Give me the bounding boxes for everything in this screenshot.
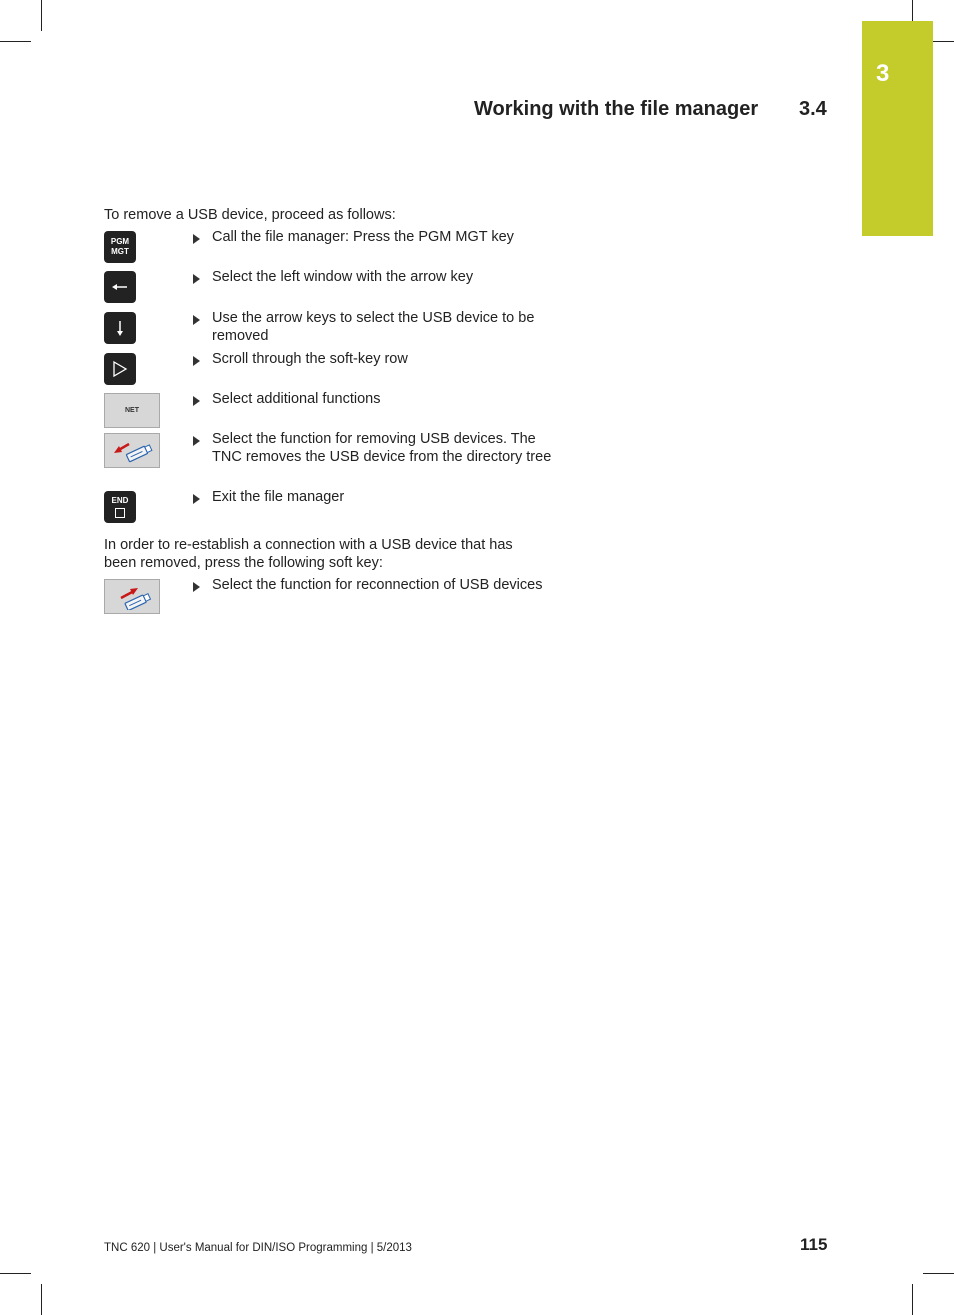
end-key-icon: END	[104, 491, 136, 523]
bullet-arrow-icon	[193, 396, 200, 406]
reconnect-paragraph: In order to re-establish a connection with a USB device that has been removed, press the following soft key:	[104, 537, 513, 571]
bullet-arrow-icon	[193, 494, 200, 504]
step-text: Exit the file manager	[212, 489, 345, 505]
step-text: Select the function for removing USB devices. The TNC removes the USB device from the directory tree	[212, 431, 552, 465]
step-text: Scroll through the soft-key row	[212, 351, 408, 367]
bullet-arrow-icon	[193, 436, 200, 446]
usb-reconnect-softkey-icon	[104, 579, 160, 614]
bullet-arrow-icon	[193, 582, 200, 592]
chapter-tab	[862, 21, 933, 236]
next-row-key-icon	[104, 353, 136, 385]
pgm-mgt-key-icon: PGM MGT	[104, 231, 136, 263]
crop-mark	[912, 1284, 913, 1315]
section-title: Working with the file manager	[474, 98, 759, 120]
bullet-arrow-icon	[193, 274, 200, 284]
crop-mark	[923, 1273, 954, 1274]
step-text: Call the file manager: Press the PGM MGT key	[212, 229, 514, 245]
bullet-arrow-icon	[193, 315, 200, 325]
arrow-left-key-icon	[104, 271, 136, 303]
footer-text: TNC 620 | User's Manual for DIN/ISO Programming | 5/2013	[104, 1242, 412, 1254]
crop-mark	[41, 0, 42, 31]
step-text: Select the left window with the arrow key	[212, 269, 474, 285]
intro-paragraph: To remove a USB device, proceed as follows:	[104, 207, 396, 223]
section-number: 3.4	[799, 98, 827, 120]
crop-mark	[41, 1284, 42, 1315]
step-text: Select additional functions	[212, 391, 381, 407]
page-number: 115	[800, 1235, 828, 1254]
step-text: Select the function for reconnection of USB devices	[212, 577, 543, 593]
step-text: Use the arrow keys to select the USB device to be removed	[212, 310, 535, 344]
bullet-arrow-icon	[193, 234, 200, 244]
chapter-number: 3	[876, 60, 890, 87]
crop-mark	[912, 0, 913, 21]
net-softkey-icon: NET	[104, 393, 160, 428]
arrow-down-key-icon	[104, 312, 136, 344]
crop-mark	[0, 41, 31, 42]
bullet-arrow-icon	[193, 356, 200, 366]
usb-remove-softkey-icon	[104, 433, 160, 468]
crop-mark	[0, 1273, 31, 1274]
